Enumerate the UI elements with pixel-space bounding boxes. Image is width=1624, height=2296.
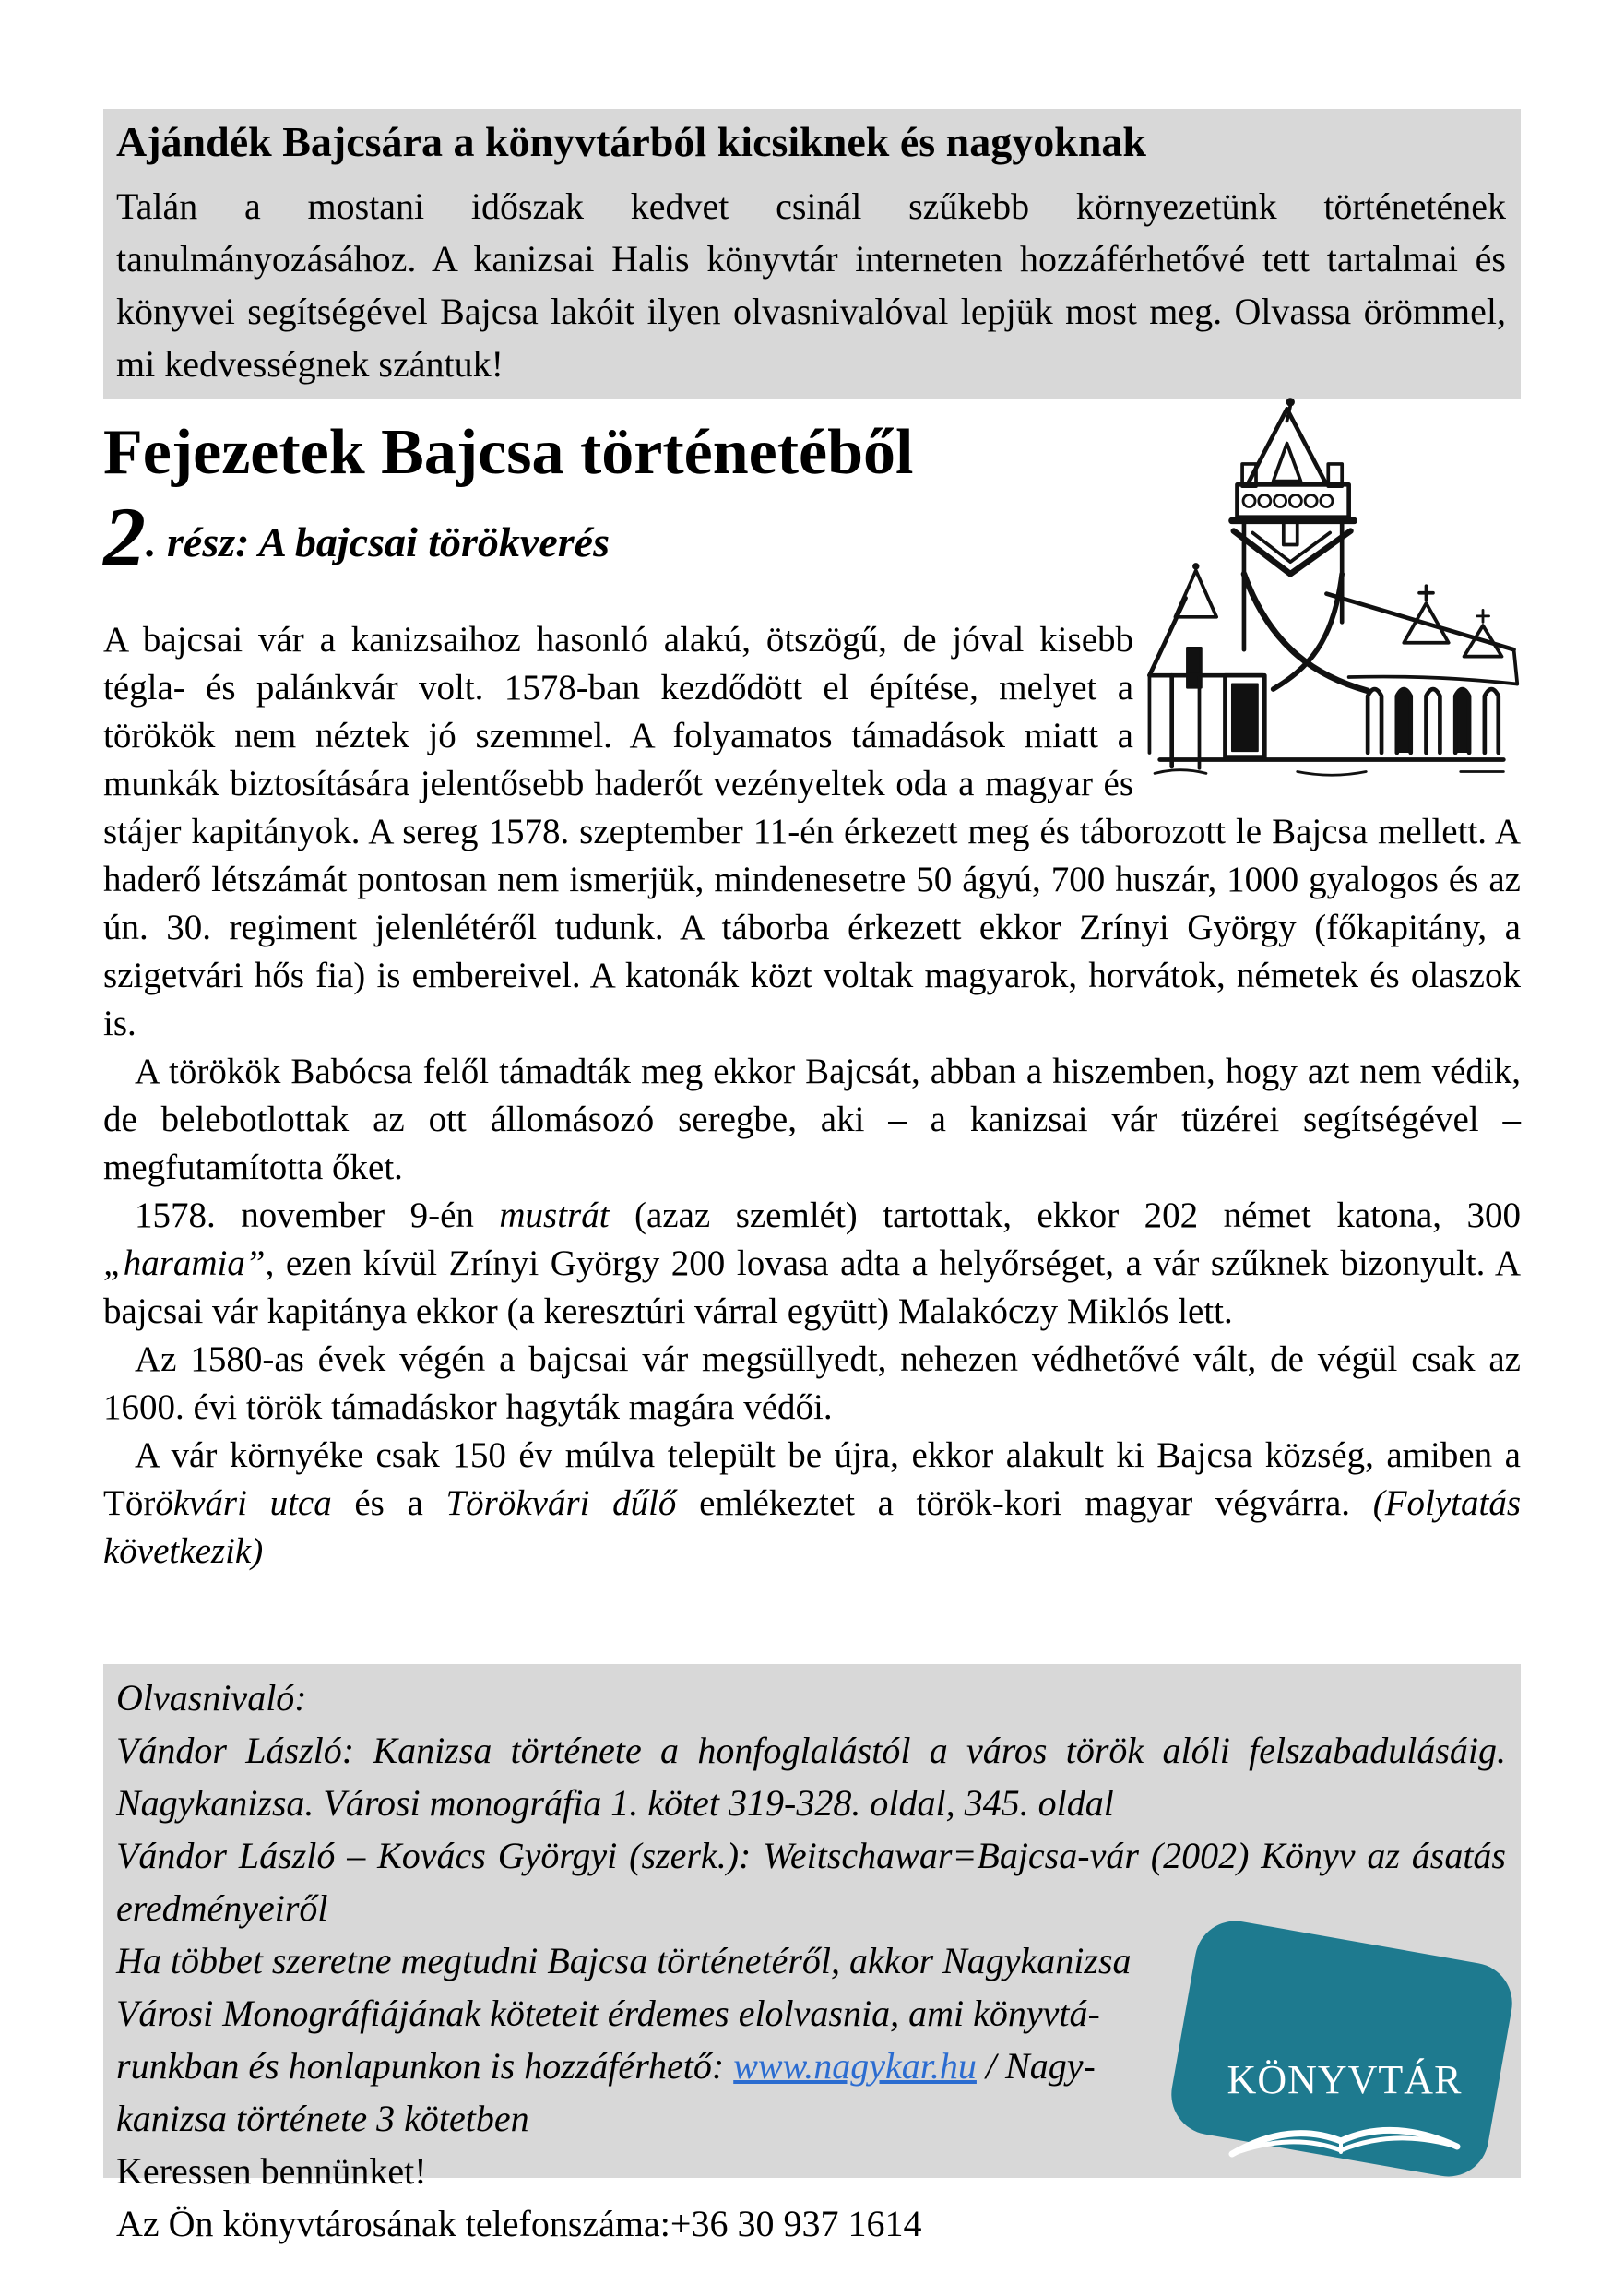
text-run: 1578. november 9-én — [135, 1195, 500, 1235]
library-logo — [1165, 1917, 1526, 2186]
text-run: / Nagy- — [976, 2045, 1096, 2087]
text-run: és a — [331, 1482, 446, 1523]
text-run: Vándor László – Kovács Györgyi (szerk.): Weitschawar=Bajcsa-vár (2002) Könyv az ásatás eredményeiről — [116, 1835, 1506, 1929]
text-run: Az Ön könyvtárosának telefonszáma:+36 30 937 1614 — [116, 2203, 922, 2244]
subtitle-text: . rész: A bajcsai törökverés — [146, 517, 610, 565]
emphasized-text: (Folytatás következik) — [103, 1482, 1522, 1571]
text-run: Vándor László: Kanizsa története a honfoglalástól a város török alóli felszabadulásáig. Nagykanizsa. Városi monográfia 1. kötet 319-328. oldal, 345. oldal — [116, 1730, 1506, 1824]
text-run: Városi Monográfiájának köteteit érdemes elolvasnia, ami könyvtá- — [116, 1993, 1100, 2034]
text-run: kanizsa története 3 kötetben — [116, 2098, 529, 2139]
paragraph — [103, 1048, 1521, 1192]
text-run: Keressen bennünket! — [116, 2150, 427, 2192]
header-intro: Talán a mostani időszak kedvet csinál szűkebb környezetünk történetének tanulmányozásához. A kanizsai Halis könyvtár interneten hozzáférhetővé tett tartalmai és könyvei segítségével Bajcsa lakóit ilyen olvasnivalóval lepjük most meg. Olvassa örömmel, mi kedvességnek szántuk! — [116, 184, 1506, 385]
church-drawing-svg — [1143, 389, 1521, 777]
header-box — [103, 109, 1521, 399]
emphasized-text: mustrát — [499, 1195, 610, 1235]
reading-item — [116, 1934, 1149, 1987]
emphasized-text: Törökvári dűlő — [445, 1482, 677, 1523]
reading-box — [103, 1664, 1521, 2244]
church-illustration — [1143, 389, 1521, 777]
article — [103, 413, 1521, 1576]
text-run: emlékeztet a török-kori magyar végvárra. — [676, 1482, 1373, 1523]
paragraph — [103, 1192, 1521, 1336]
reading-item — [116, 1987, 1149, 2040]
header-title: Ajándék Bajcsára a könyvtárból kicsiknek és nagyoknak — [116, 118, 1146, 165]
paragraph — [103, 1432, 1521, 1576]
text-run: A bajcsai vár a kanizsaihoz hasonló alakú, ötszögű, de jóval kisebb tégla- és palánkvár volt. 1578-ban kezdődött el építése, melyet a törökök nem néztek jó szemmel. A folyamatos támadások miatt a munkák biztosítására jelentősebb haderőt vezényeltek oda a magyar és stájer kapitányok. A sereg 1578. szeptember 11-én érkezett meg és táborozott le Bajcsa mellett. A haderő létszámát pontosan nem ismerjük, mindenesetre 50 ágyú, 700 huszár, 1000 gyalogos és az ún. 30. regiment jelenlétéről tudunk. A táborba érkezett ekkor Zrínyi György (főkapitány, a szigetvári hős fia) is embereivel. A katonák közt voltak magyarok, horvátok, németek és olaszok is. — [103, 619, 1521, 1043]
emphasized-text: „haramia” — [103, 1243, 266, 1283]
text-run: , ezen kívül Zrínyi György 200 lovasa adta a helyőrséget, a vár szűknek bizonyult. A bajcsai vár kapitánya ekkor (a keresztúri várral együtt) Malakóczy Miklós lett. — [103, 1243, 1521, 1331]
text-run: Ha többet szeretne megtudni Bajcsa történetéről, akkor Nagykanizsa — [116, 1940, 1132, 1981]
open-book-icon — [1225, 2113, 1464, 2165]
reading-item — [116, 2040, 1149, 2092]
logo-text: KÖNYVTÁR — [1227, 2057, 1463, 2102]
text-run: (azaz szemlét) tartottak, ekkor 202 német katona, 300 — [609, 1195, 1521, 1235]
reading-heading — [116, 1671, 1506, 1724]
nagykar-link[interactable]: www.nagykar.hu — [733, 2045, 977, 2087]
article-title: Fejezetek Bajcsa történetéből — [103, 417, 914, 488]
part-number: 2 — [103, 489, 146, 584]
text-run: runkban és honlapunkon is hozzáférhető: — [116, 2045, 734, 2087]
text-run: A törökök Babócsa felől támadták meg ekkor Bajcsát, abban a hiszemben, hogy azt nem védik, de belebotlottak az ott állomásozó seregbe, aki – a kanizsai vár tüzérei segítségével – megfutamította őket. — [103, 1051, 1521, 1187]
paragraph — [103, 1336, 1521, 1432]
text-run: Olvasnivaló: — [116, 1677, 307, 1719]
text-run: A vár környéke csak 150 év múlva települt be újra, ekkor alakult ki Bajcsa község, amiben a Tör — [103, 1434, 1521, 1523]
contact-phone — [116, 2197, 1506, 2250]
emphasized-text: ökvári utca — [155, 1482, 332, 1523]
reading-item — [116, 2092, 1149, 2145]
reading-item — [116, 1724, 1506, 1829]
text-run: Az 1580-as évek végén a bajcsai vár megsüllyedt, nehezen védhetővé vált, de végül csak az 1600. évi török támadáskor hagyták magára védői. — [103, 1338, 1521, 1427]
